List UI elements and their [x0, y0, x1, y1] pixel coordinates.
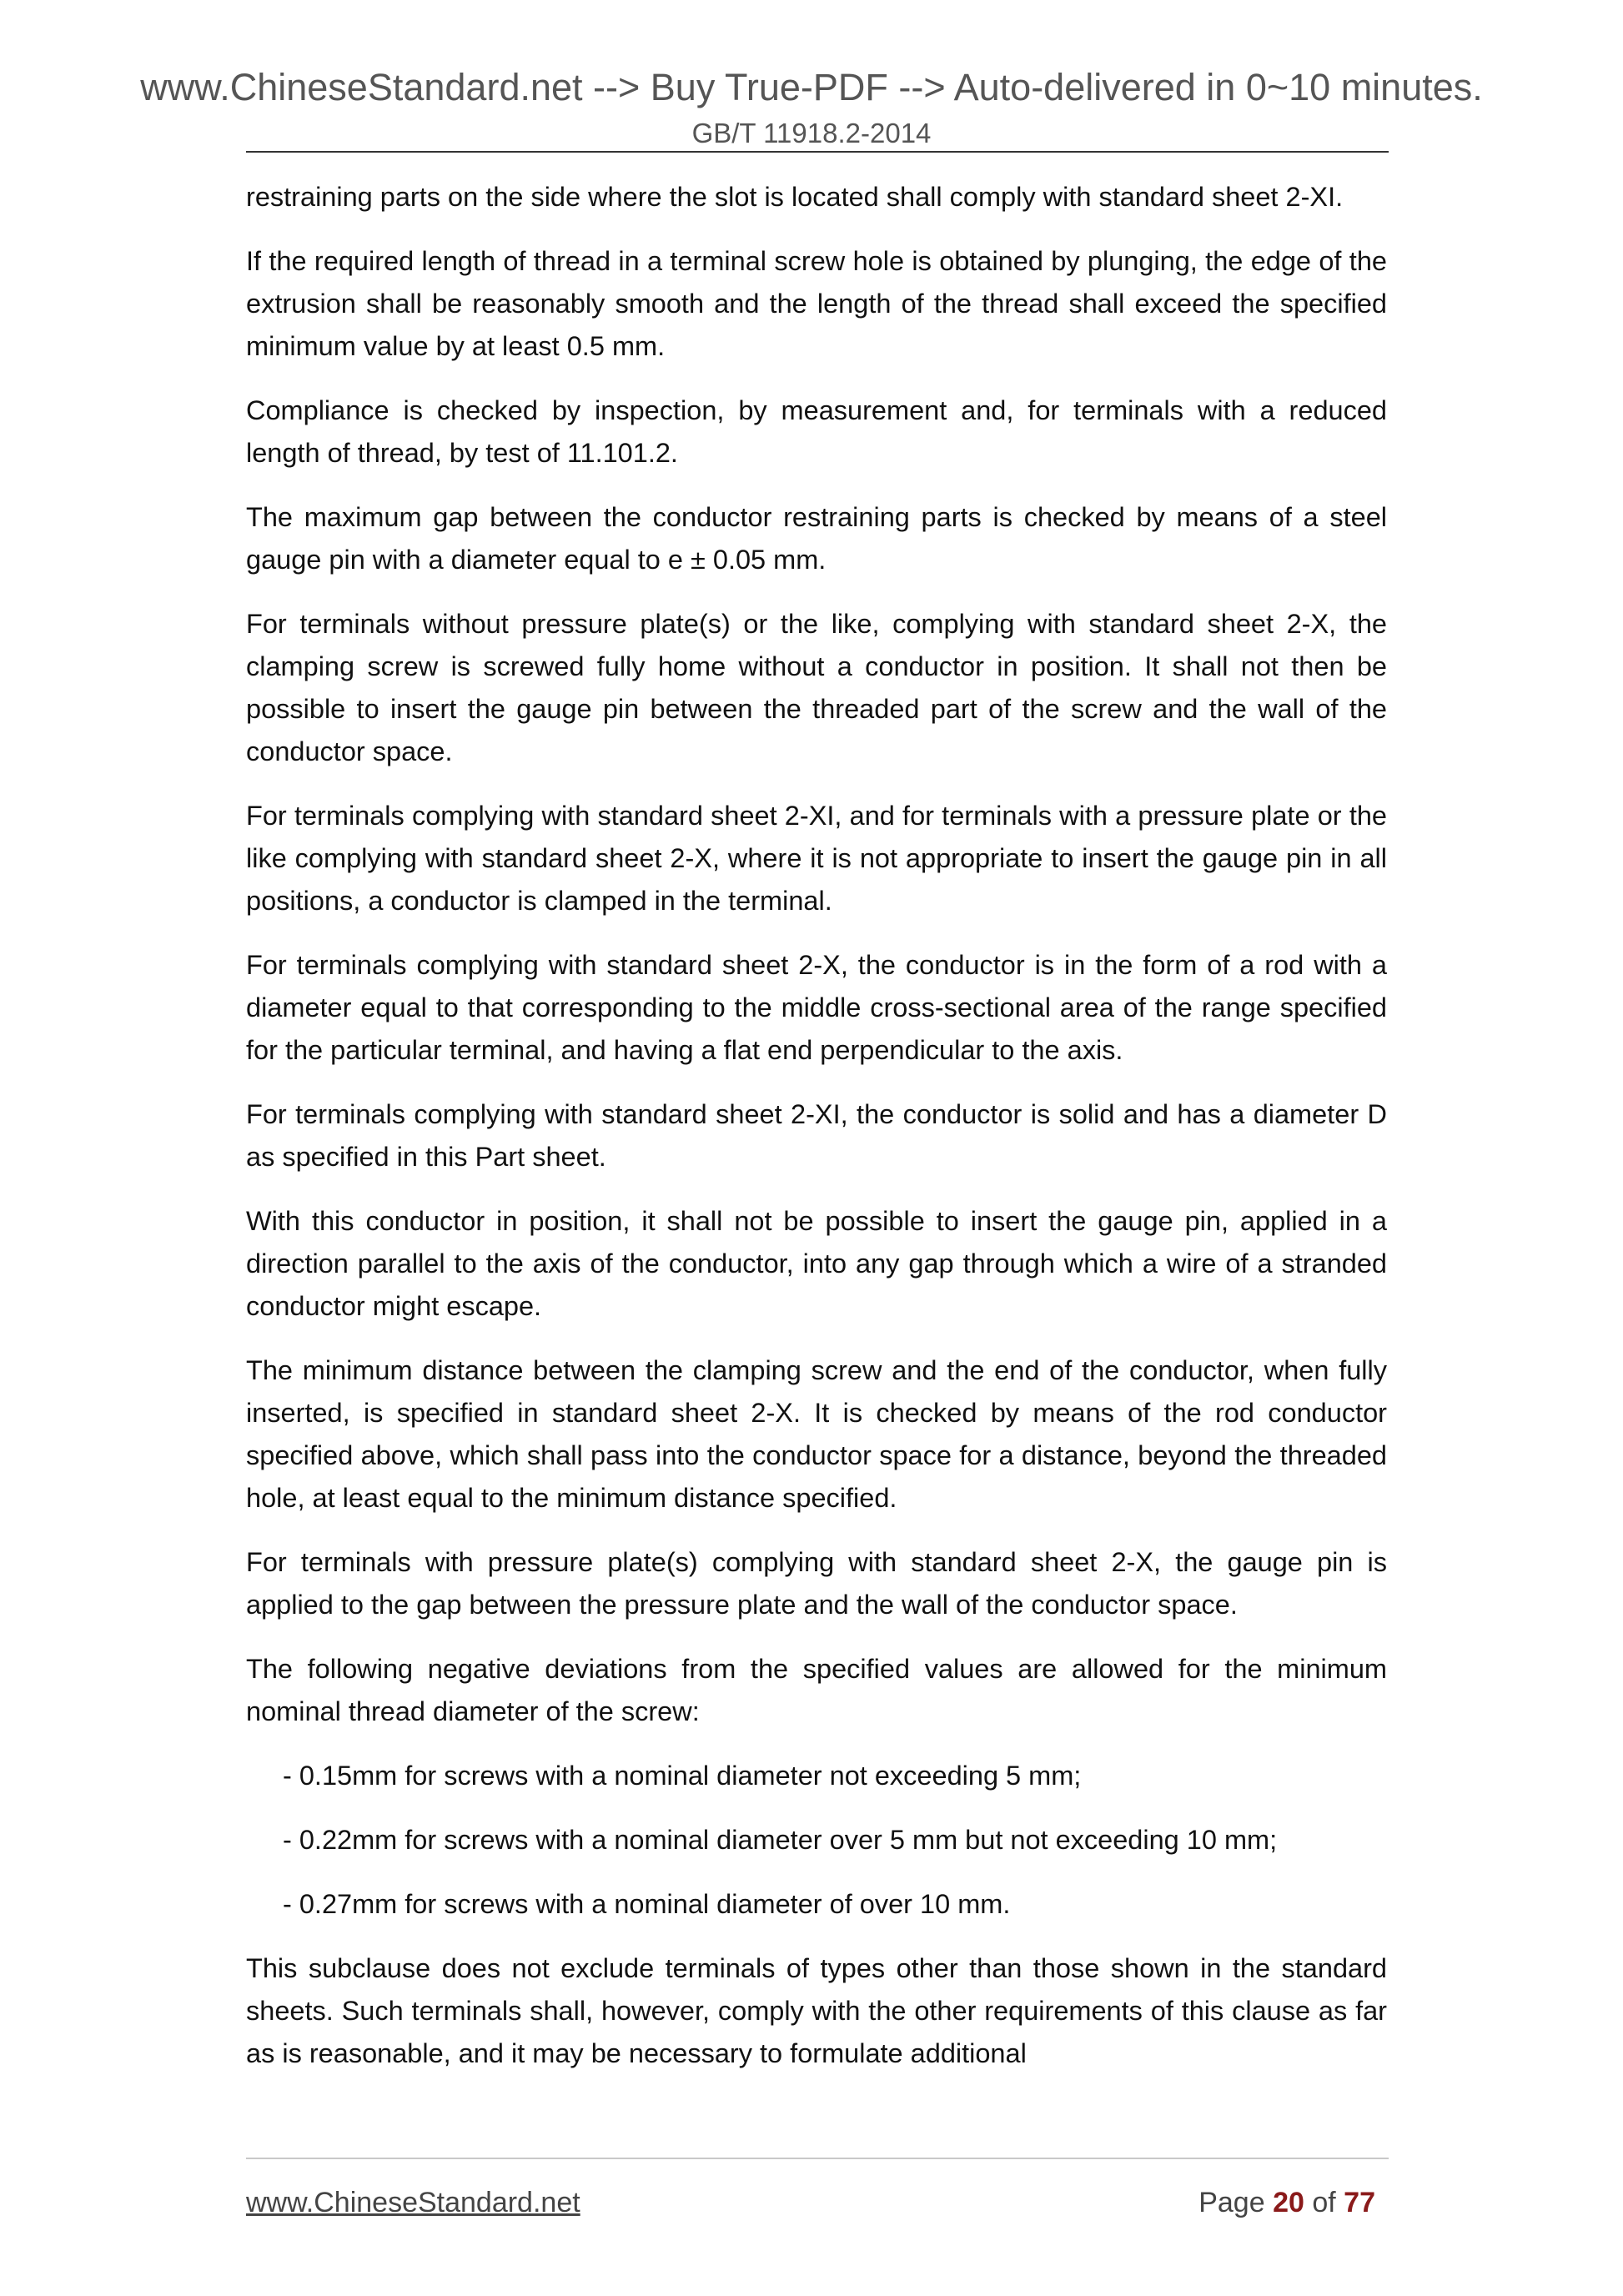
- paragraph: The minimum distance between the clamping screw and the end of the conductor, when fully inserted, is specified in standard sheet 2-X. It is checked by means of the rod conductor specified above, which shall pass into the conductor space for a distance, beyond the threaded hole, at least equal to the minimum distance specified.: [246, 1355, 1387, 1513]
- list-item: - 0.15mm for screws with a nominal diameter not exceeding 5 mm;: [283, 1761, 1082, 1791]
- paragraph: If the required length of thread in a terminal screw hole is obtained by plunging, the edge of the extrusion shall be reasonably smooth and the length of the thread shall exceed the specified minimum value by at least 0.5 mm.: [246, 246, 1387, 361]
- document-body: [246, 176, 1387, 2097]
- deviation-list: [246, 1755, 1387, 1926]
- header-divider: [246, 151, 1389, 153]
- page-word: Page: [1198, 2187, 1265, 2218]
- list-item: - 0.22mm for screws with a nominal diameter over 5 mm but not exceeding 10 mm;: [283, 1825, 1278, 1855]
- paragraph: For terminals complying with standard sheet 2-X, the conductor is in the form of a rod with a diameter equal to that corresponding to the middle cross-sectional area of the range specified for the particular terminal, and having a flat end perpendicular to the axis.: [246, 950, 1387, 1065]
- paragraph: restraining parts on the side where the slot is located shall comply with standard sheet 2-XI.: [246, 182, 1344, 212]
- standard-number: GB/T 11918.2-2014: [691, 118, 932, 148]
- page-current: 20: [1273, 2187, 1304, 2218]
- list-item: - 0.27mm for screws with a nominal diameter of over 10 mm.: [283, 1889, 1011, 1919]
- footer-website-link[interactable]: www.ChineseStandard.net: [246, 2187, 580, 2218]
- paragraph: With this conductor in position, it shall not be possible to insert the gauge pin, applied in a direction parallel to the axis of the conductor, into any gap through which a wire of a stranded conductor might escape.: [246, 1206, 1387, 1321]
- footer-divider: [246, 2158, 1389, 2159]
- paragraph: For terminals complying with standard sheet 2-XI, and for terminals with a pressure plate or the like complying with standard sheet 2-X, where it is not appropriate to insert the gauge pin in all positions, a conductor is clamped in the terminal.: [246, 801, 1387, 916]
- paragraph: Compliance is checked by inspection, by measurement and, for terminals with a reduced length of thread, by test of 11.101.2.: [246, 395, 1387, 468]
- paragraph: For terminals without pressure plate(s) or the like, complying with standard sheet 2-X, the clamping screw is screwed fully home without a conductor in position. It shall not then be possible to insert the gauge pin between the threaded part of the screw and the wall of the conductor space.: [246, 609, 1387, 766]
- paragraph: This subclause does not exclude terminals of types other than those shown in the standard sheets. Such terminals shall, however, comply with the other requirements of this clause as far as is reasonable, and it may be necessary to formulate additional: [246, 1953, 1387, 2068]
- page-number: [1198, 2186, 1375, 2219]
- page-of: of: [1312, 2187, 1336, 2218]
- paragraph: The maximum gap between the conductor restraining parts is checked by means of a steel gauge pin with a diameter equal to e ± 0.05 mm.: [246, 502, 1387, 575]
- header-banner[interactable]: www.ChineseStandard.net --> Buy True-PDF --> Auto-delivered in 0~10 minutes.: [140, 66, 1483, 108]
- paragraph: The following negative deviations from the specified values are allowed for the minimum nominal thread diameter of the screw:: [246, 1654, 1387, 1726]
- paragraph: For terminals with pressure plate(s) complying with standard sheet 2-X, the gauge pin is applied to the gap between the pressure plate and the wall of the conductor space.: [246, 1547, 1387, 1620]
- page-total: 77: [1344, 2187, 1375, 2218]
- paragraph: For terminals complying with standard sheet 2-XI, the conductor is solid and has a diameter D as specified in this Part sheet.: [246, 1099, 1387, 1172]
